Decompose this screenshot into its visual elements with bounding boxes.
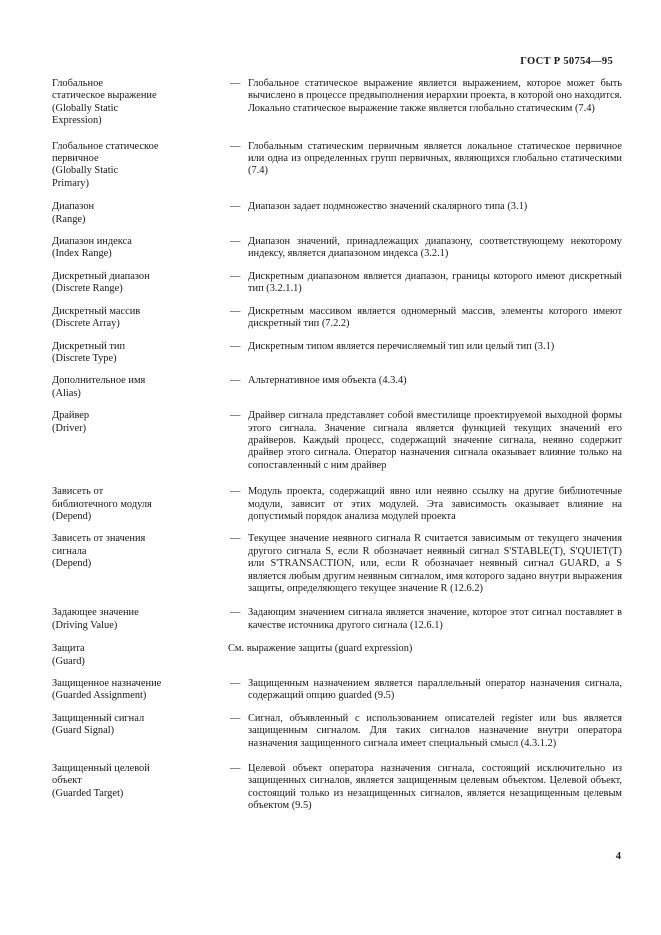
term-line: Зависеть от: [52, 486, 104, 498]
glossary-entry: [52, 678, 622, 703]
definition-dash: —: [230, 607, 241, 619]
definition-dash: —: [230, 678, 241, 690]
entry-term: [52, 643, 228, 668]
term-line: сигнала: [52, 545, 87, 557]
term-line: Дискретный тип: [52, 340, 126, 352]
entry-definition: [228, 410, 622, 472]
glossary-entry: [52, 713, 622, 750]
entry-term: [52, 236, 228, 261]
definition-text: Сигнал, объявленный с использованием описателей register или bus является защищенным сигналом. Для таких сигналов назначение внутри оператора назначения защищенного сигнала имеет специальный смысл (4.3.1.2): [248, 712, 622, 749]
term-line: (Guard Signal): [52, 725, 115, 737]
glossary-entries: [52, 78, 622, 813]
definition-text: Глобальным статическим первичным является локальное статическое первичное или одна из определенных групп первичных, являющихся глобально статическими (7.4): [248, 140, 622, 177]
term-line: Дополнительное имя: [52, 375, 146, 387]
term-line: Защита: [52, 643, 85, 655]
term-line: (Driver): [52, 422, 87, 434]
glossary-entry: [52, 607, 622, 632]
entry-definition: [228, 763, 622, 813]
entry-term: [52, 201, 228, 226]
term-line: Диапазон: [52, 201, 95, 213]
definition-dash: —: [230, 375, 241, 387]
term-line: (Guarded Assignment): [52, 690, 147, 702]
glossary-entry: [52, 341, 622, 366]
entry-term: [52, 763, 228, 800]
definition-text: Диапазон значений, принадлежащих диапазону, соответствующему некоторому индексу, является диапазоном индекса (3.2.1): [248, 236, 622, 260]
standard-header: ГОСТ Р 50754—95: [520, 56, 613, 67]
glossary-entry: [52, 236, 622, 261]
glossary-entry: [52, 271, 622, 296]
definition-dash: —: [230, 140, 241, 152]
entry-definition: [228, 607, 622, 632]
definition-text: Дискретным диапазоном является диапазон, границы которого имеют дискретный тип (3.2.1.1): [248, 270, 622, 295]
definition-text: Целевой объект оператора назначения сигнала, состоящий исключительно из защищенных сигналов, является защищенным целевым объектом. Целевой объект, состоящий только из незащищенных сигналов, является незащищенным целевым объектом (9.5): [248, 763, 622, 812]
term-line: Глобальное: [52, 78, 104, 89]
entry-term: [52, 341, 228, 366]
definition-text: Текущее значение неявного сигнала R считается зависимым от текущего значения другого сигнала S, если R обозначает неявный сигнал S'STABLE(T), S'QUIET(T) или S'TRANSACTION, или, если R обозначает неявный сигнал GUARD, а S является любым другим неявным сигналом, имя которого задано внутри выражения защиты, определяющего текущее значение R (12.6.2): [248, 533, 622, 594]
glossary-entry: [52, 375, 622, 400]
entry-definition: [228, 643, 622, 655]
entry-definition: [228, 486, 622, 523]
entry-definition: [228, 678, 622, 703]
glossary-entry: [52, 201, 622, 226]
definition-text: Модуль проекта, содержащий явно или неявно ссылку на другие библиотечные модули, зависит от этих модулей. Эта зависимость оказывает влияние на допустимый порядок анализа модулей проекта: [248, 486, 622, 522]
glossary-entry: [52, 410, 622, 472]
definition-dash: —: [230, 533, 241, 545]
entry-definition: [228, 341, 622, 353]
term-line: Защищенный целевой: [52, 763, 150, 775]
entry-definition: [228, 201, 622, 213]
definition-dash: —: [230, 236, 241, 248]
entry-term: [52, 678, 228, 703]
entry-term: [52, 607, 228, 632]
definition-dash: —: [230, 763, 241, 775]
definition-dash: —: [230, 78, 241, 89]
entry-term: [52, 533, 228, 570]
entry-definition: [228, 713, 622, 750]
definition-dash: —: [230, 340, 241, 352]
glossary-entry: [52, 533, 622, 595]
definition-text: Дискретным массивом является одномерный массив, элементы которого имеют дискретный тип (7.2.2): [248, 305, 622, 330]
entry-definition: [228, 141, 622, 178]
glossary-entry: [52, 643, 622, 668]
glossary-entry: [52, 306, 622, 331]
glossary-entry: [52, 486, 622, 523]
term-line: (Depend): [52, 510, 92, 522]
glossary-entry: [52, 763, 622, 813]
term-line: Дискретный диапазон: [52, 270, 150, 282]
term-line: (Globally Static: [52, 102, 119, 114]
definition-text: Защищенным назначением является параллельный оператор назначения сигнала, содержащий опцию guarded (9.5): [248, 678, 622, 702]
entry-term: [52, 486, 228, 523]
term-line: библиотечного модуля: [52, 498, 152, 510]
glossary-entry: [52, 78, 622, 128]
glossary-entry: [52, 141, 622, 191]
definition-dash: —: [230, 410, 241, 422]
term-line: (Discrete Array): [52, 318, 120, 330]
entry-definition: [228, 375, 622, 387]
term-line: объект: [52, 775, 82, 787]
entry-definition: [228, 306, 622, 331]
term-line: Expression): [52, 115, 102, 127]
term-line: Защищенный сигнал: [52, 712, 145, 724]
definition-text: Драйвер сигнала представляет собой вместилище проектируемой выходной формы этого сигнала. Значение сигнала является функцией текущих значений его драйверов. Каждый процесс, содержащий значение сигнала, неявно содержит драйвер этого сигнала. Оператор назначения сигнала оказывает влияние только на сопоставленный с ним драйвер: [248, 410, 622, 471]
definition-text: См. выражение защиты (guard expression): [228, 643, 413, 655]
term-line: Primary): [52, 177, 89, 189]
entry-term: [52, 375, 228, 400]
entry-definition: [228, 533, 622, 595]
term-line: (Globally Static: [52, 165, 119, 177]
definition-text: Глобальное статическое выражение является выражением, которое может быть вычислено в процессе предвыполнения иерархии проекта, в которой оно находится. Локально статическое выражение также является глобально статическим (7.4): [248, 78, 622, 114]
definition-text: Задающим значением сигнала является значение, которое этот сигнал поставляет в качестве источника другого сигнала (12.6.1): [248, 607, 622, 631]
definition-text: Диапазон задает подмножество значений скалярного типа (3.1): [248, 201, 528, 213]
entry-term: [52, 410, 228, 435]
page-number: 4: [615, 851, 621, 862]
term-line: (Depend): [52, 558, 92, 570]
term-line: первичное: [52, 153, 99, 165]
term-line: Защищенное назначение: [52, 678, 162, 690]
term-line: (Index Range): [52, 248, 112, 260]
definition-dash: —: [230, 486, 241, 498]
term-line: (Driving Value): [52, 619, 118, 631]
entry-definition: [228, 78, 622, 115]
definition-dash: —: [230, 270, 241, 282]
entry-term: [52, 713, 228, 738]
entry-term: [52, 141, 228, 191]
term-line: (Discrete Range): [52, 283, 123, 295]
definition-dash: —: [230, 712, 241, 724]
definition-text: Дискретным типом является перечисляемый тип или целый тип (3.1): [248, 340, 555, 352]
definition-dash: —: [230, 305, 241, 317]
term-line: (Range): [52, 213, 86, 225]
term-line: Глобальное статическое: [52, 140, 159, 152]
entry-term: [52, 78, 228, 128]
term-line: статическое выражение: [52, 90, 157, 102]
entry-term: [52, 271, 228, 296]
definition-text: Альтернативное имя объекта (4.3.4): [248, 375, 407, 387]
term-line: Диапазон индекса: [52, 236, 132, 248]
term-line: Задающее значение: [52, 607, 139, 619]
term-line: (Discrete Type): [52, 352, 117, 364]
term-line: (Guard): [52, 655, 85, 667]
term-line: (Alias): [52, 387, 81, 399]
term-line: Зависеть от значения: [52, 533, 146, 545]
entry-term: [52, 306, 228, 331]
term-line: Дискретный массив: [52, 305, 141, 317]
term-line: (Guarded Target): [52, 787, 124, 799]
entry-definition: [228, 236, 622, 261]
term-line: Драйвер: [52, 410, 90, 422]
definition-dash: —: [230, 201, 241, 213]
entry-definition: [228, 271, 622, 296]
